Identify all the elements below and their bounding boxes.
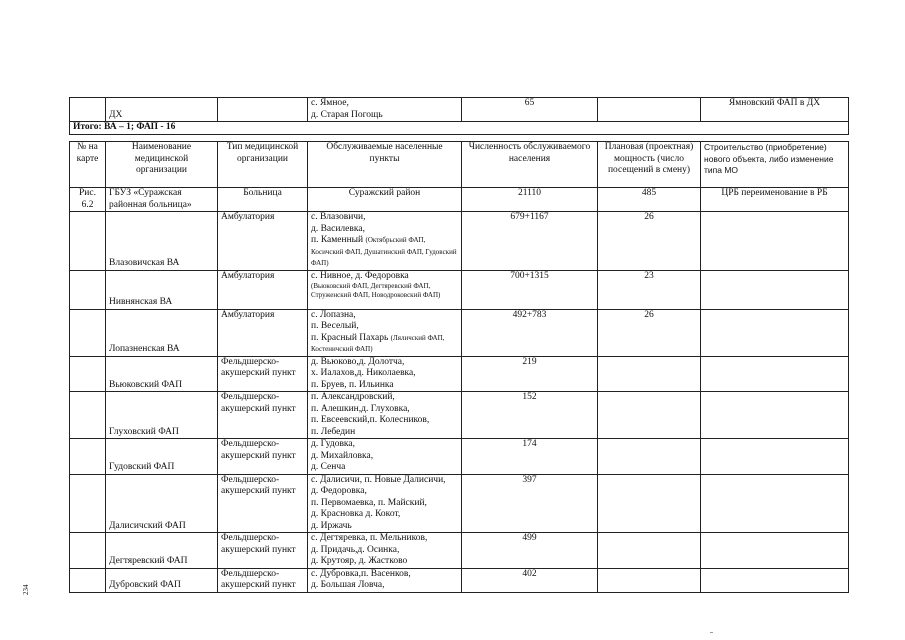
cell-num bbox=[70, 439, 106, 475]
cell-capacity bbox=[598, 439, 701, 475]
settlement-line: п. Александровский, bbox=[311, 392, 395, 402]
cell-num bbox=[70, 474, 106, 533]
cell-change bbox=[701, 212, 849, 271]
settlement-line: д. Федоровка, bbox=[311, 486, 367, 496]
settlement-line: д. Михайловка, bbox=[311, 450, 374, 461]
cell-capacity bbox=[598, 474, 701, 533]
cell-change: ЦРБ переименование в РБ bbox=[701, 188, 849, 212]
cell-num bbox=[70, 309, 106, 356]
cell-population: 152 bbox=[462, 392, 598, 439]
cell-change bbox=[701, 270, 849, 309]
settlement-line: д. Большая Ловча, bbox=[311, 580, 385, 590]
cell-settlements bbox=[308, 188, 462, 212]
settlement-line: с. Влазовичи, bbox=[311, 212, 366, 222]
cell-type: Фельдшерско-акушерский пункт bbox=[218, 474, 308, 533]
cell-settlements bbox=[308, 474, 462, 533]
top-settlement-line: д. Старая Погощь bbox=[311, 109, 383, 120]
cell-population: 174 bbox=[462, 439, 598, 475]
cell-type: Фельдшерско-акушерский пункт bbox=[218, 356, 308, 392]
settlement-line: д. Красновка д. Кокот, bbox=[311, 509, 401, 519]
cell-change bbox=[701, 392, 849, 439]
top-table-fragment bbox=[69, 97, 849, 135]
cell-capacity: 23 bbox=[598, 270, 701, 309]
cell-name: Влазовичская ВА bbox=[106, 212, 218, 271]
header-type: Тип медицинской организации bbox=[218, 142, 308, 188]
settlement-line: п. Веселый, bbox=[311, 321, 359, 331]
cell-type: Амбулатория bbox=[218, 212, 308, 271]
cell-name: Гудовский ФАП bbox=[106, 439, 218, 475]
cell-type: Амбулатория bbox=[218, 270, 308, 309]
top-settlements-cell bbox=[308, 98, 462, 122]
cell-num: Рис. 6.2 bbox=[70, 188, 106, 212]
total-row bbox=[70, 122, 849, 135]
settlement-line: д. Крутояр, д. Жастково bbox=[311, 556, 408, 566]
cell-population: 679+1167 bbox=[462, 212, 598, 271]
settlement-line: с. Дубровка,п. Васенков, bbox=[311, 568, 411, 579]
top-change-cell: Ямновский ФАП в ДХ bbox=[701, 98, 849, 122]
settlement-line: с. Дегтяревка, п. Мельников, bbox=[311, 533, 428, 543]
table-row bbox=[70, 439, 849, 475]
cell-population: 700+1315 bbox=[462, 270, 598, 309]
header-population: Численность обслуживаемого населения bbox=[462, 142, 598, 188]
cell-population: 21110 bbox=[462, 188, 598, 212]
table-row bbox=[70, 568, 849, 592]
cell-capacity bbox=[598, 356, 701, 392]
cell-num bbox=[70, 533, 106, 569]
cell-change bbox=[701, 568, 849, 592]
cell-num bbox=[70, 392, 106, 439]
table-row bbox=[70, 188, 849, 212]
scan-speck bbox=[710, 632, 713, 633]
top-settlement-line: с. Ямное, bbox=[311, 98, 349, 108]
top-capacity-cell bbox=[598, 98, 701, 122]
settlement-line: п. Красный Пахарь bbox=[311, 332, 389, 343]
cell-name: Нивнянская ВА bbox=[106, 270, 218, 309]
cell-population: 492+783 bbox=[462, 309, 598, 356]
top-row bbox=[70, 98, 849, 122]
settlement-line: д. Придачь,д. Осинка, bbox=[311, 544, 400, 555]
cell-type: Фельдшерско-акушерский пункт bbox=[218, 439, 308, 475]
cell-capacity: 26 bbox=[598, 212, 701, 271]
header-row bbox=[70, 142, 849, 188]
cell-name: Вьюковский ФАП bbox=[106, 356, 218, 392]
cell-settlements bbox=[308, 212, 462, 271]
cell-type: Больница bbox=[218, 188, 308, 212]
settlement-line: п. Евсеевский,п. Колесников, bbox=[311, 415, 430, 425]
cell-num bbox=[70, 356, 106, 392]
page-number: 234 bbox=[22, 584, 30, 595]
cell-type: Фельдшерско-акушерский пункт bbox=[218, 533, 308, 569]
settlement-line: д. Сенча bbox=[311, 462, 346, 472]
settlement-line: п. Бруев, п. Ильинка bbox=[311, 379, 394, 390]
facilities-table bbox=[69, 141, 849, 593]
table-row bbox=[70, 212, 849, 271]
table-row bbox=[70, 533, 849, 569]
table-row bbox=[70, 309, 849, 356]
cell-capacity bbox=[598, 533, 701, 569]
top-num-cell bbox=[70, 98, 106, 122]
top-population-cell: 65 bbox=[462, 98, 598, 122]
top-org-cell: ДХ bbox=[106, 98, 218, 122]
cell-population: 499 bbox=[462, 533, 598, 569]
cell-settlements bbox=[308, 439, 462, 475]
settlement-note: (Октябрьский ФАП, Косичский ФАП, Душатинский ФАП, Гудовский ФАП) bbox=[311, 236, 457, 267]
cell-capacity bbox=[598, 568, 701, 592]
header-settlements: Обслуживаемые населенные пункты bbox=[308, 142, 462, 188]
cell-change bbox=[701, 309, 849, 356]
cell-population: 397 bbox=[462, 474, 598, 533]
settlement-line: д. Иржачь bbox=[311, 520, 352, 531]
cell-name: Глуховский ФАП bbox=[106, 392, 218, 439]
cell-settlements bbox=[308, 568, 462, 592]
cell-population: 402 bbox=[462, 568, 598, 592]
settlement-line: п. Лебедин bbox=[311, 426, 356, 437]
table-row bbox=[70, 356, 849, 392]
cell-num bbox=[70, 568, 106, 592]
cell-settlements bbox=[308, 309, 462, 356]
header-name: Наименование медицинской организации bbox=[106, 142, 218, 188]
settlement-line: д. Гудовка, bbox=[311, 439, 355, 449]
cell-name: Далисичский ФАП bbox=[106, 474, 218, 533]
cell-name: Дубровский ФАП bbox=[106, 568, 218, 592]
settlement-line: п. Каменный bbox=[311, 235, 364, 245]
header-change: Строительство (приобретение) нового объекта, либо изменение типа МО bbox=[701, 142, 849, 188]
table-row bbox=[70, 392, 849, 439]
cell-settlements bbox=[308, 533, 462, 569]
cell-name: ГБУЗ «Суражская районная больница» bbox=[106, 188, 218, 212]
settlement-line: Суражский район bbox=[348, 188, 421, 198]
header-capacity: Плановая (проектная) мощность (число посещений в смену) bbox=[598, 142, 701, 188]
cell-name: Дегтяревский ФАП bbox=[106, 533, 218, 569]
cell-settlements bbox=[308, 356, 462, 392]
settlement-line: с. Нивное, д. Федоровка bbox=[311, 270, 409, 281]
settlement-line: х. Иалахов,д. Николаевка, bbox=[311, 368, 416, 378]
cell-name: Лопазненская ВА bbox=[106, 309, 218, 356]
table-row bbox=[70, 474, 849, 533]
cell-change bbox=[701, 533, 849, 569]
settlement-line: с. Далисичи, п. Новые Далисичи, bbox=[311, 474, 446, 485]
cell-change bbox=[701, 356, 849, 392]
cell-settlements bbox=[308, 392, 462, 439]
cell-settlements bbox=[308, 270, 462, 309]
total-line: Итого: ВА – 1; ФАП - 16 bbox=[70, 122, 849, 135]
cell-capacity bbox=[598, 392, 701, 439]
cell-num bbox=[70, 212, 106, 271]
cell-type: Амбулатория bbox=[218, 309, 308, 356]
settlement-line: п. Первомаевка, п. Майский, bbox=[311, 497, 427, 508]
cell-capacity: 26 bbox=[598, 309, 701, 356]
cell-type: Фельдшерско-акушерский пункт bbox=[218, 568, 308, 592]
settlement-line: д. Вьюково,д. Долотча, bbox=[311, 356, 405, 367]
cell-type: Фельдшерско-акушерский пункт bbox=[218, 392, 308, 439]
settlement-note: (Вьюковский ФАП, Дегтяревский ФАП, Струженский ФАП, Новодроковский ФАП) bbox=[311, 282, 441, 299]
cell-change bbox=[701, 474, 849, 533]
settlement-line: д. Василевка, bbox=[311, 223, 365, 234]
settlement-note: (Ляличский ФАП, Костеничский ФАП) bbox=[311, 333, 445, 353]
settlement-line: п. Алешкин,д. Глуховка, bbox=[311, 403, 410, 414]
cell-change bbox=[701, 439, 849, 475]
header-num: № на карте bbox=[70, 142, 106, 188]
cell-capacity: 485 bbox=[598, 188, 701, 212]
cell-num bbox=[70, 270, 106, 309]
table-row bbox=[70, 270, 849, 309]
cell-population: 219 bbox=[462, 356, 598, 392]
top-type-cell bbox=[218, 98, 308, 122]
settlement-line: с. Лопазна, bbox=[311, 309, 356, 320]
